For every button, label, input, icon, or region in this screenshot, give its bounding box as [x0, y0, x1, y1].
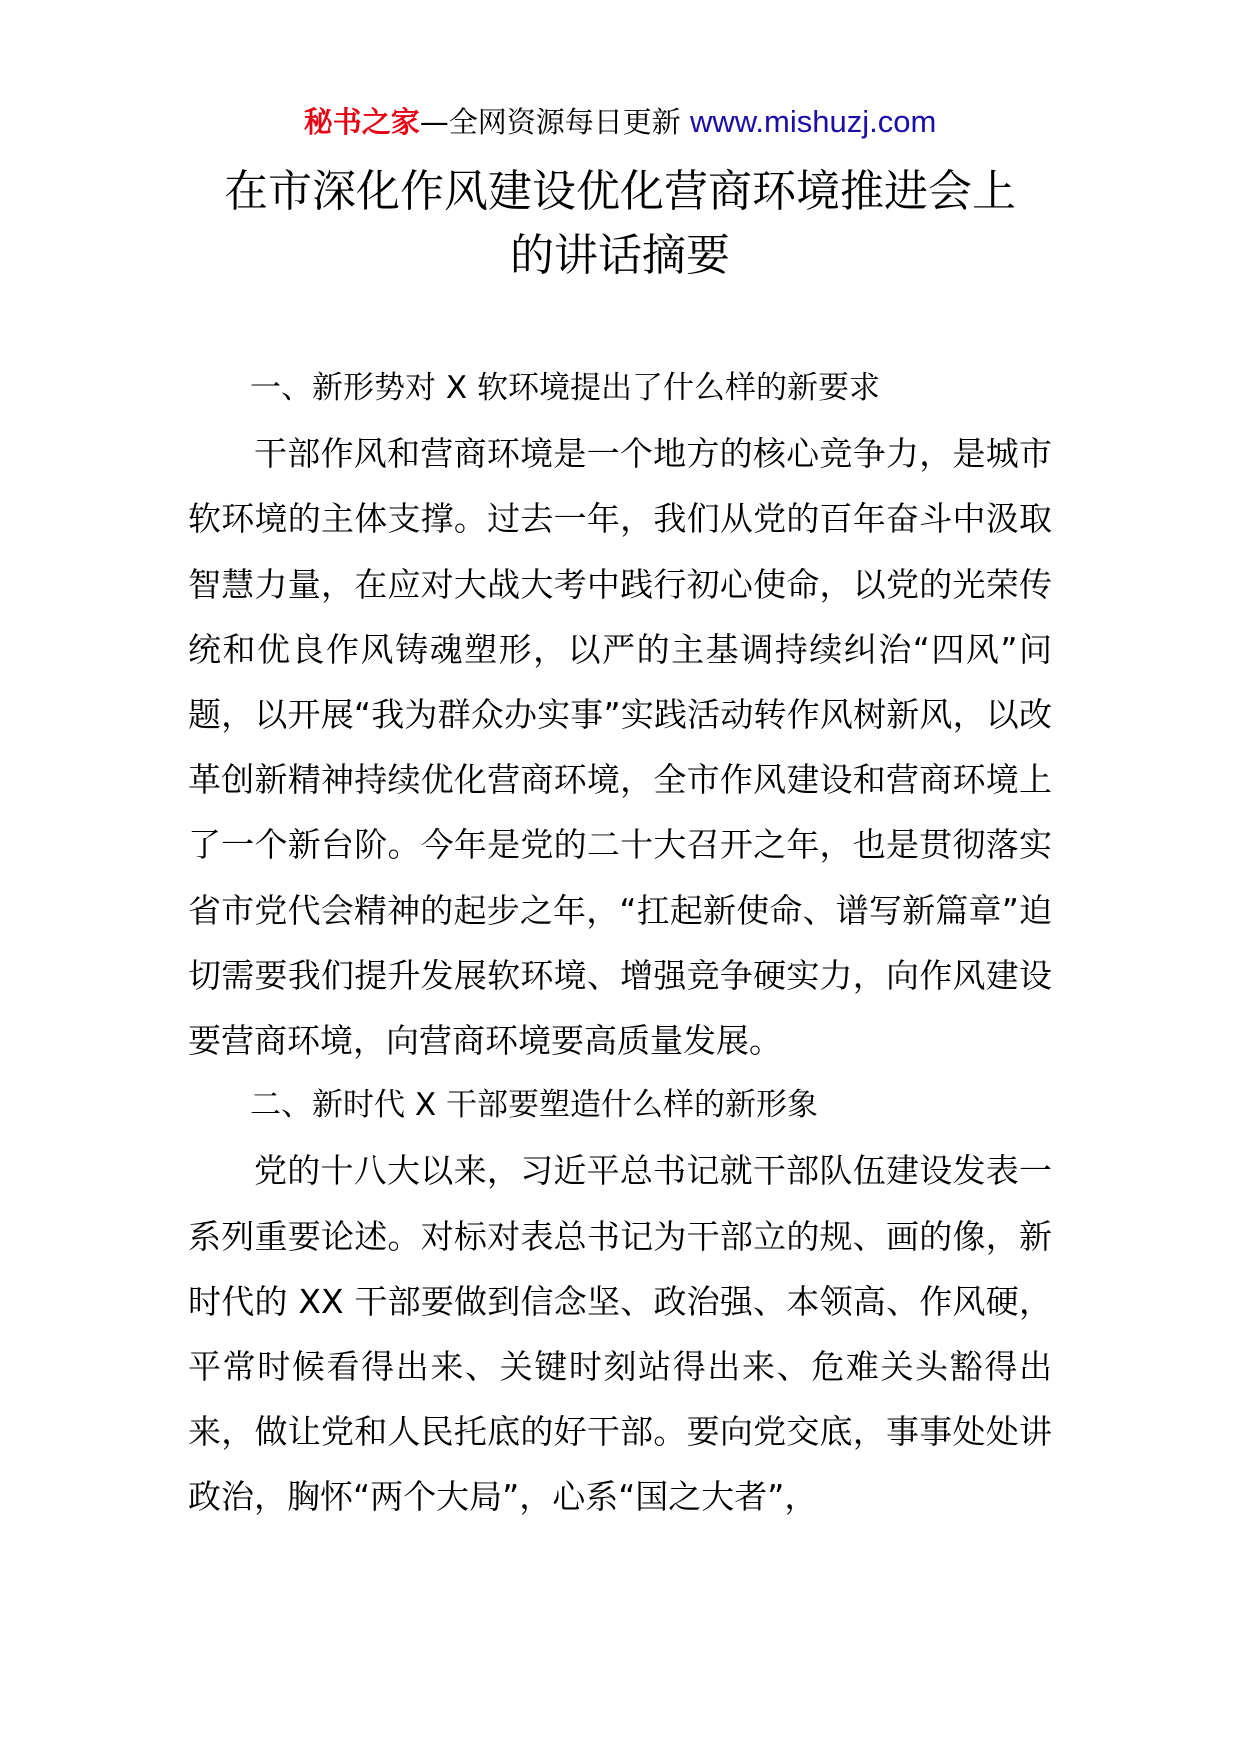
- title-line-2: 的讲话摘要: [510, 230, 730, 281]
- section-paragraph-2: 党的十八大以来，习近平总书记就干部队伍建设发表一系列重要论述。对标对表总书记为干部立的规、画的像，新时代的 XX 干部要做到信念坚、政治强、本领高、作风硬，平常时候看得出来、关键时刻站得出来、危难关头豁得出来，做让党和人民托底的好干部。要向党交底，事事处处讲政治，胸怀“两个大局”，心系“国之大者”，: [188, 1151, 1052, 1517]
- document-title: [180, 160, 1060, 288]
- section-paragraph-1: 干部作风和营商环境是一个地方的核心竞争力，是城市软环境的主体支撑。过去一年，我们从党的百年奋斗中汲取智慧力量，在应对大战大考中践行初心使命，以党的光荣传统和优良作风铸魂塑形，以严的主基调持续纠治“四风”问题，以开展“我为群众办实事”实践活动转作风树新风，以改革创新精神持续优化营商环境，全市作风建设和营商环境上了一个新台阶。今年是党的二十大召开之年，也是贯彻落实省市党代会精神的起步之年，“扛起新使命、谱写新篇章”迫切需要我们提升发展软环境、增强竞争硬实力，向作风建设要营商环境，向营商环境要高质量发展。: [188, 434, 1052, 1061]
- title-line-1: 在市深化作风建设优化营商环境推进会上: [224, 166, 1016, 217]
- document-body: [188, 356, 1052, 1530]
- section-heading-1: 一、新形势对 X 软环境提出了什么样的新要求: [250, 370, 880, 406]
- banner-brand: 秘书之家: [303, 105, 420, 139]
- section-heading-2: 二、新时代 X 干部要塑造什么样的新形象: [250, 1087, 818, 1124]
- site-banner: [0, 100, 1240, 144]
- banner-url-link[interactable]: www.mishuzj.com: [689, 104, 937, 139]
- banner-tagline: —全网资源每日更新: [419, 105, 690, 139]
